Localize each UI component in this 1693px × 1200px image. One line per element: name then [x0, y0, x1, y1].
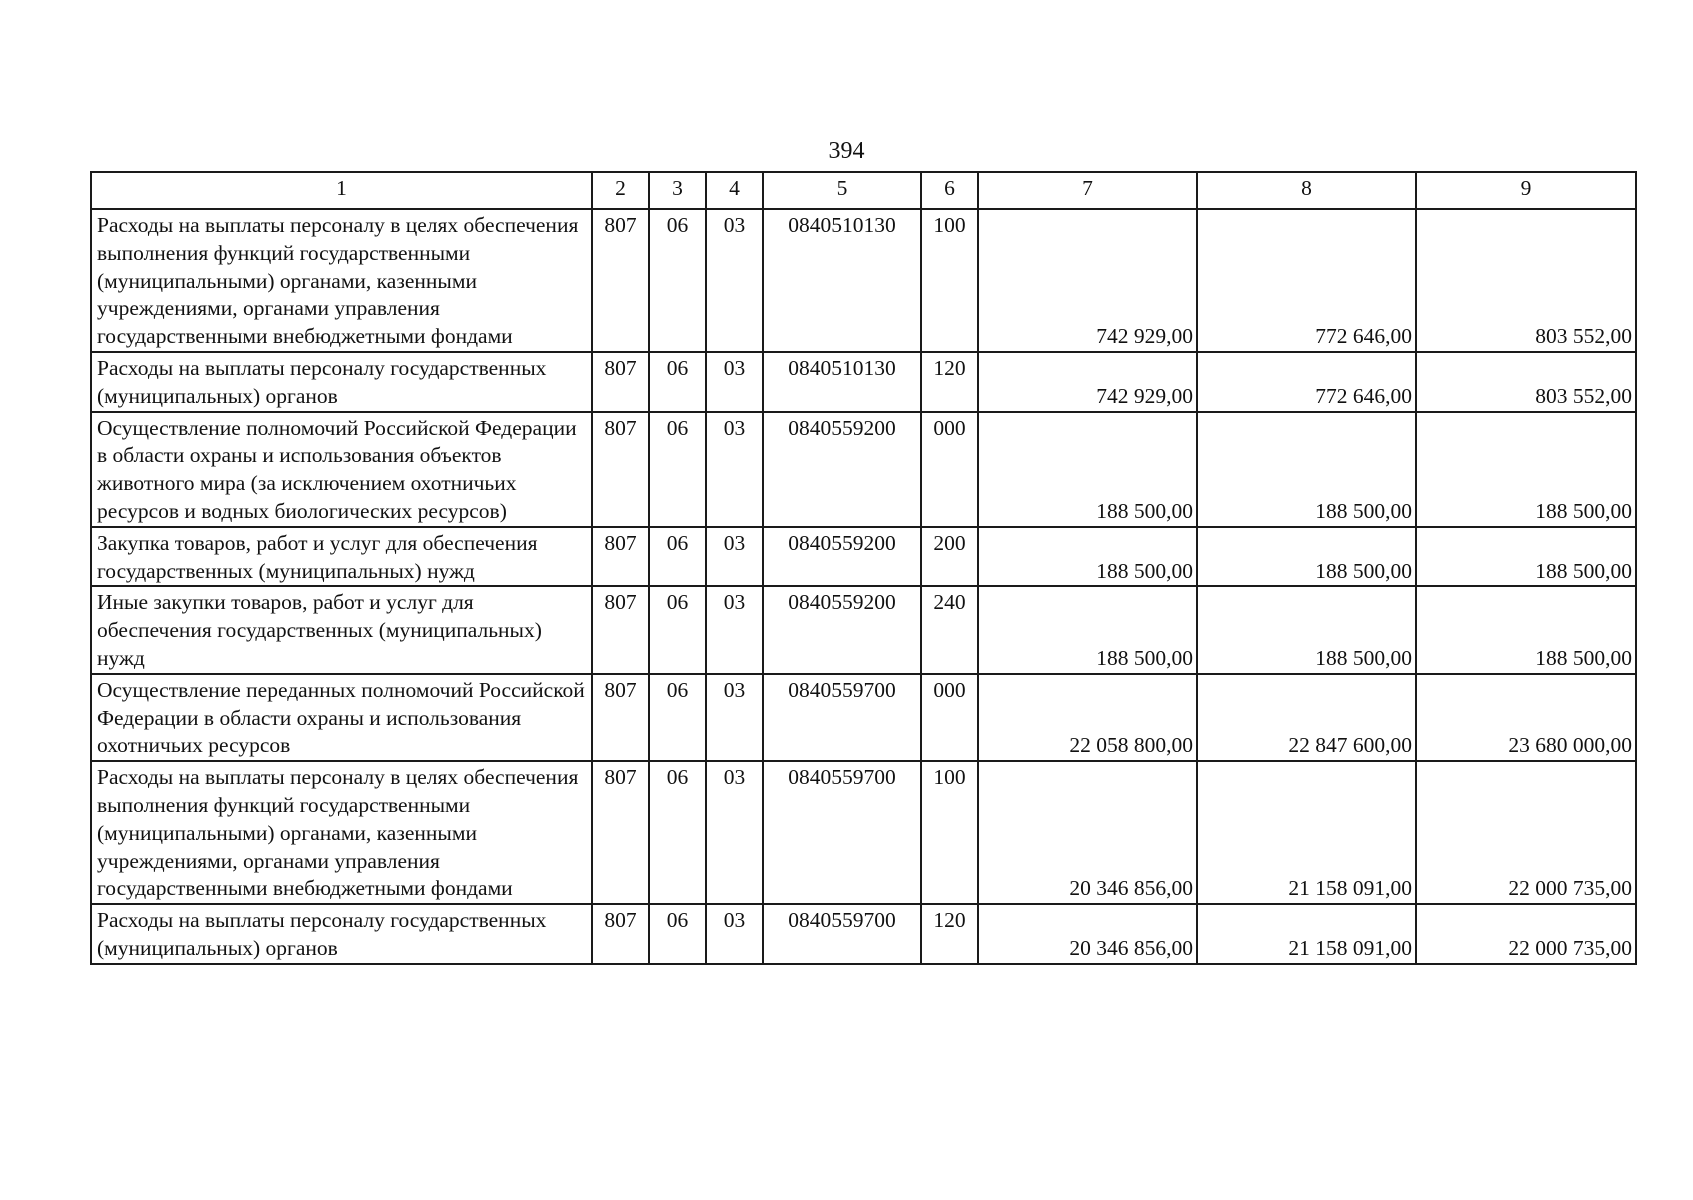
- amount-col-7: 742 929,00: [978, 209, 1197, 352]
- amount-col-8: 188 500,00: [1197, 527, 1416, 587]
- section-code: 06: [649, 904, 706, 964]
- subsection-code: 03: [706, 527, 763, 587]
- target-article-code: 0840559700: [763, 761, 921, 904]
- amount-col-7: 188 500,00: [978, 412, 1197, 527]
- header-row: [91, 172, 1636, 209]
- ministry-code: 807: [592, 352, 649, 412]
- amount-col-9: 188 500,00: [1416, 412, 1636, 527]
- header-col-2: 2: [592, 172, 649, 209]
- expense-type-code: 000: [921, 674, 978, 761]
- header-col-6: 6: [921, 172, 978, 209]
- amount-col-7: 188 500,00: [978, 586, 1197, 673]
- ministry-code: 807: [592, 527, 649, 587]
- amount-col-9: 803 552,00: [1416, 352, 1636, 412]
- section-code: 06: [649, 352, 706, 412]
- table-row: [91, 352, 1636, 412]
- target-article-code: 0840510130: [763, 352, 921, 412]
- amount-col-7: 742 929,00: [978, 352, 1197, 412]
- subsection-code: 03: [706, 761, 763, 904]
- expense-name: Осуществление полномочий Российской Федерации в области охраны и использования объектов животного мира (за исключением охотничьих ресурсов и водных биологических ресурсов): [91, 412, 592, 527]
- expense-name: Расходы на выплаты персоналу в целях обеспечения выполнения функций государственными (муниципальными) органами, казенными учреждениями, органами управления государственными внебюджетными фондами: [91, 209, 592, 352]
- amount-col-8: 772 646,00: [1197, 352, 1416, 412]
- header-col-4: 4: [706, 172, 763, 209]
- ministry-code: 807: [592, 761, 649, 904]
- ministry-code: 807: [592, 586, 649, 673]
- target-article-code: 0840559700: [763, 674, 921, 761]
- subsection-code: 03: [706, 674, 763, 761]
- header-col-5: 5: [763, 172, 921, 209]
- amount-col-8: 21 158 091,00: [1197, 904, 1416, 964]
- expense-type-code: 200: [921, 527, 978, 587]
- target-article-code: 0840559700: [763, 904, 921, 964]
- ministry-code: 807: [592, 904, 649, 964]
- target-article-code: 0840559200: [763, 586, 921, 673]
- table-row: [91, 761, 1636, 904]
- expense-name: Закупка товаров, работ и услуг для обеспечения государственных (муниципальных) нужд: [91, 527, 592, 587]
- target-article-code: 0840559200: [763, 412, 921, 527]
- target-article-code: 0840559200: [763, 527, 921, 587]
- amount-col-8: 21 158 091,00: [1197, 761, 1416, 904]
- expense-type-code: 100: [921, 761, 978, 904]
- subsection-code: 03: [706, 412, 763, 527]
- section-code: 06: [649, 761, 706, 904]
- budget-table: [90, 171, 1637, 965]
- amount-col-7: 20 346 856,00: [978, 904, 1197, 964]
- ministry-code: 807: [592, 209, 649, 352]
- expense-type-code: 100: [921, 209, 978, 352]
- amount-col-8: 188 500,00: [1197, 586, 1416, 673]
- amount-col-9: 22 000 735,00: [1416, 761, 1636, 904]
- table-row: [91, 674, 1636, 761]
- header-col-1: 1: [91, 172, 592, 209]
- amount-col-7: 188 500,00: [978, 527, 1197, 587]
- ministry-code: 807: [592, 674, 649, 761]
- expense-name: Расходы на выплаты персоналу государственных (муниципальных) органов: [91, 904, 592, 964]
- section-code: 06: [649, 674, 706, 761]
- amount-col-9: 23 680 000,00: [1416, 674, 1636, 761]
- table-row: [91, 209, 1636, 352]
- header-col-3: 3: [649, 172, 706, 209]
- amount-col-9: 188 500,00: [1416, 586, 1636, 673]
- expense-type-code: 240: [921, 586, 978, 673]
- expense-name: Осуществление переданных полномочий Российской Федерации в области охраны и использования охотничьих ресурсов: [91, 674, 592, 761]
- amount-col-7: 22 058 800,00: [978, 674, 1197, 761]
- target-article-code: 0840510130: [763, 209, 921, 352]
- subsection-code: 03: [706, 352, 763, 412]
- table-row: [91, 412, 1636, 527]
- subsection-code: 03: [706, 904, 763, 964]
- expense-name: Расходы на выплаты персоналу в целях обеспечения выполнения функций государственными (муниципальными) органами, казенными учреждениями, органами управления государственными внебюджетными фондами: [91, 761, 592, 904]
- expense-type-code: 120: [921, 352, 978, 412]
- table-row: [91, 904, 1636, 964]
- table-row: [91, 527, 1636, 587]
- section-code: 06: [649, 586, 706, 673]
- header-col-7: 7: [978, 172, 1197, 209]
- expense-type-code: 120: [921, 904, 978, 964]
- section-code: 06: [649, 209, 706, 352]
- amount-col-8: 188 500,00: [1197, 412, 1416, 527]
- section-code: 06: [649, 527, 706, 587]
- page-number: 394: [828, 138, 865, 164]
- header-col-9: 9: [1416, 172, 1636, 209]
- amount-col-9: 803 552,00: [1416, 209, 1636, 352]
- header-col-8: 8: [1197, 172, 1416, 209]
- amount-col-8: 22 847 600,00: [1197, 674, 1416, 761]
- ministry-code: 807: [592, 412, 649, 527]
- amount-col-7: 20 346 856,00: [978, 761, 1197, 904]
- expense-name: Расходы на выплаты персоналу государственных (муниципальных) органов: [91, 352, 592, 412]
- subsection-code: 03: [706, 586, 763, 673]
- expense-type-code: 000: [921, 412, 978, 527]
- section-code: 06: [649, 412, 706, 527]
- amount-col-9: 188 500,00: [1416, 527, 1636, 587]
- amount-col-9: 22 000 735,00: [1416, 904, 1636, 964]
- subsection-code: 03: [706, 209, 763, 352]
- amount-col-8: 772 646,00: [1197, 209, 1416, 352]
- table-row: [91, 586, 1636, 673]
- expense-name: Иные закупки товаров, работ и услуг для обеспечения государственных (муниципальных) нужд: [91, 586, 592, 673]
